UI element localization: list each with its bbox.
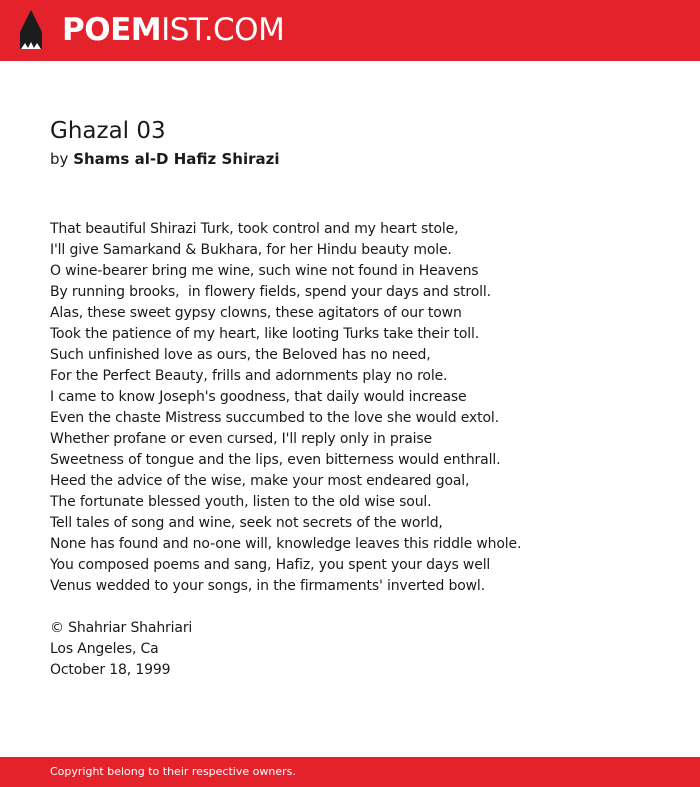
poem-line: Tell tales of song and wine, seek not secrets of the world, — [50, 515, 443, 531]
site-footer — [0, 757, 700, 787]
poem-title: Ghazal 03 — [50, 118, 166, 144]
poem-line: I'll give Samarkand & Bukhara, for her Hindu beauty mole. — [50, 242, 452, 258]
poem-line: Alas, these sweet gypsy clowns, these agitators of our town — [50, 305, 462, 321]
poem-line: By running brooks, in flowery fields, spend your days and stroll. — [50, 284, 491, 300]
poem-line: O wine-bearer bring me wine, such wine not found in Heavens — [50, 263, 479, 279]
poem-line: The fortunate blessed youth, listen to the old wise soul. — [50, 494, 432, 510]
poem-line: For the Perfect Beauty, frills and adornments play no role. — [50, 368, 448, 384]
credit-line: Los Angeles, Ca — [50, 641, 159, 657]
poem-line: Whether profane or even cursed, I'll reply only in praise — [50, 431, 433, 447]
poem-line: Such unfinished love as ours, the Beloved has no need, — [50, 347, 431, 363]
brand-bold: POEM — [62, 12, 162, 48]
poem-line: Sweetness of tongue and the lips, even bitterness would enthrall. — [50, 452, 501, 468]
poem-line: Heed the advice of the wise, make your most endeared goal, — [50, 473, 470, 489]
site-brand-link[interactable] — [62, 11, 284, 49]
poem-credits — [50, 618, 192, 681]
site-header — [0, 0, 700, 61]
poem-body — [50, 219, 521, 597]
poem-line: That beautiful Shirazi Turk, took control and my heart stole, — [50, 221, 459, 237]
footer-copyright: Copyright belong to their respective owners. — [50, 765, 296, 778]
by-label: by — [50, 150, 69, 168]
brand-light: IST.COM — [161, 12, 285, 48]
poem-line: Venus wedded to your songs, in the firmaments' inverted bowl. — [50, 578, 485, 594]
poem-line: Even the chaste Mistress succumbed to the love she would extol. — [50, 410, 499, 426]
pencil-logo-icon[interactable] — [17, 10, 45, 52]
credit-line: © Shahriar Shahriari — [50, 620, 193, 636]
poem-author: Shams al-D Hafiz Shirazi — [73, 150, 280, 168]
credit-line: October 18, 1999 — [50, 662, 171, 678]
poem-line: I came to know Joseph's goodness, that daily would increase — [50, 389, 467, 405]
poem-line: Took the patience of my heart, like looting Turks take their toll. — [50, 326, 480, 342]
poem-byline — [50, 149, 280, 169]
poem-line: You composed poems and sang, Hafiz, you spent your days well — [50, 557, 491, 573]
poem-line: None has found and no-one will, knowledge leaves this riddle whole. — [50, 536, 522, 552]
